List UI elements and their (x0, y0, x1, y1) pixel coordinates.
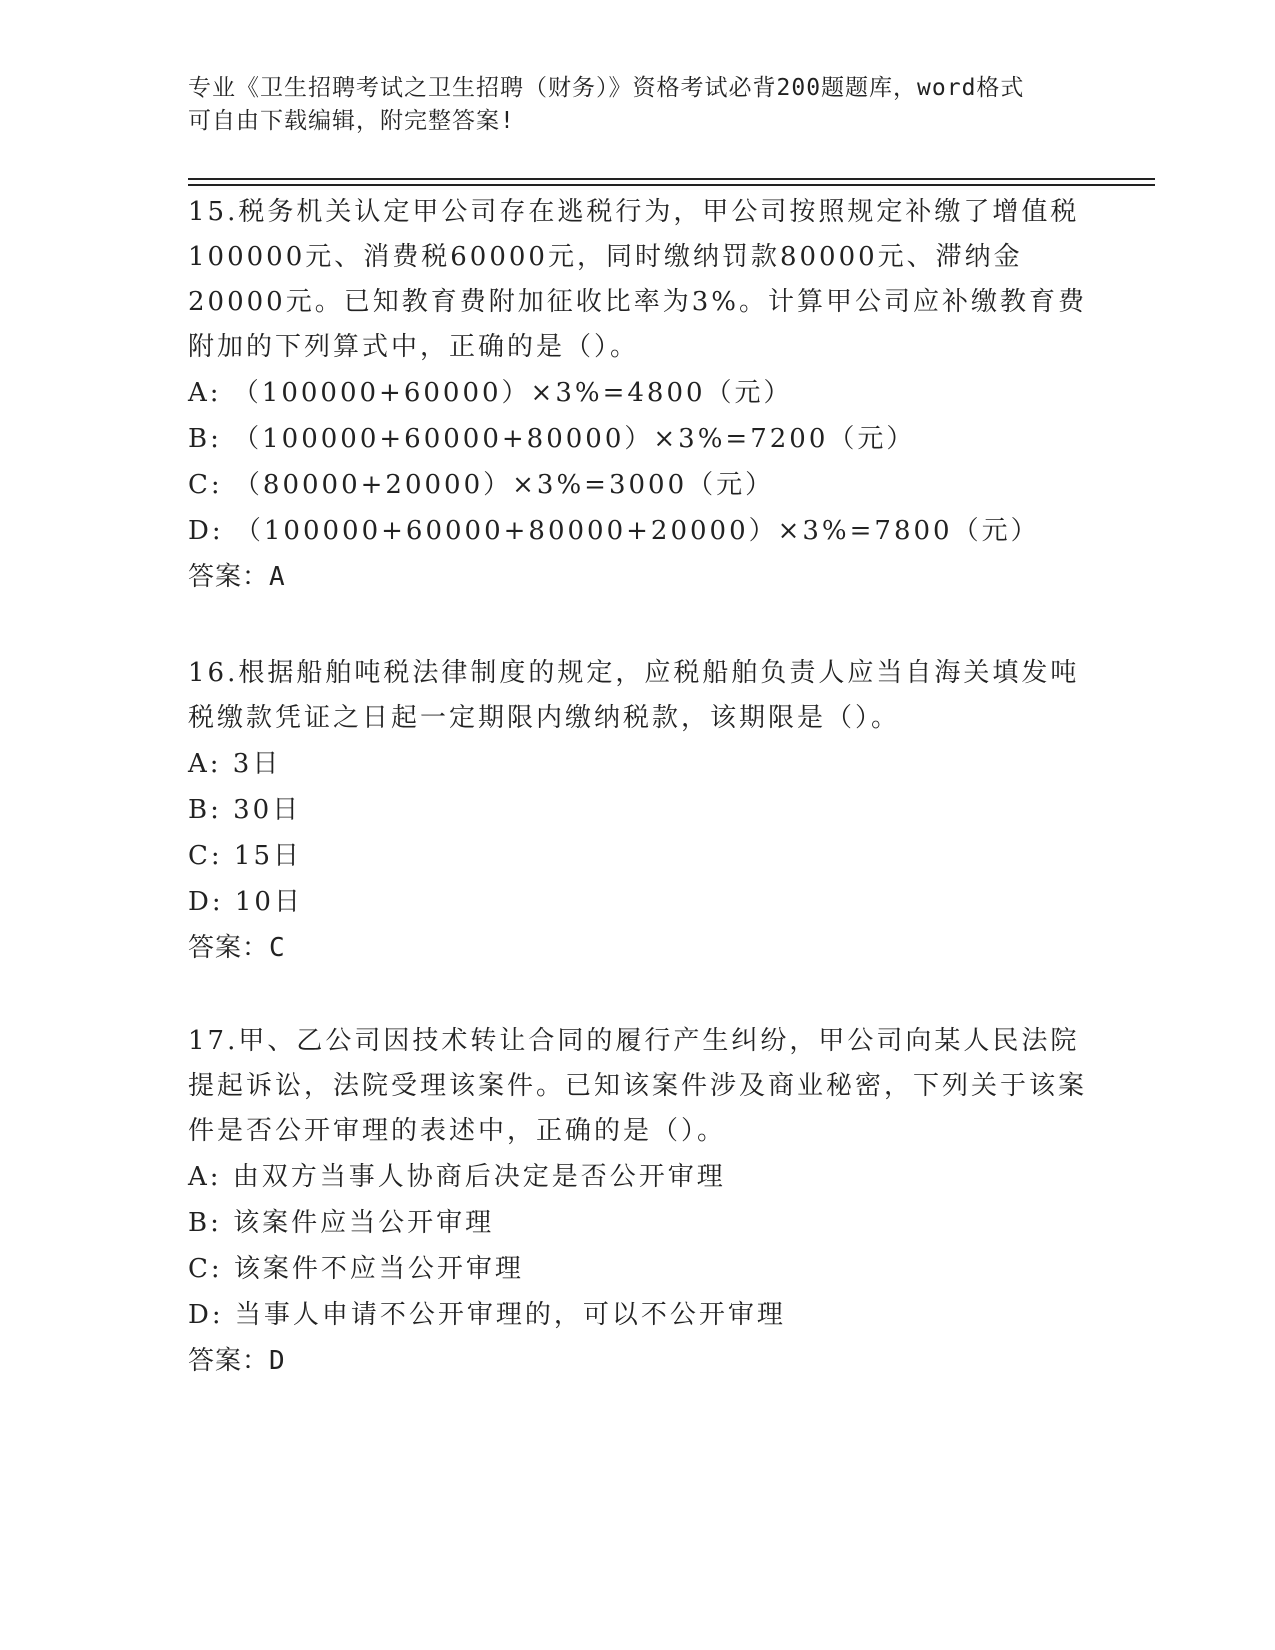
answer-label: 答案：A (188, 562, 286, 592)
option-b: B: （100000+60000+80000）×3%=7200（元） (188, 424, 916, 454)
option-a: A: （100000+60000）×3%=4800（元） (188, 378, 793, 408)
option-c: C: （80000+20000）×3%=3000（元） (188, 470, 775, 500)
question-stem: 17.甲、乙公司因技术转让合同的履行产生纠纷，甲公司向某人民法院提起诉讼，法院受理该案件。已知该案件涉及商业秘密，下列关于该案件是否公开审理的表述中，正确的是（）。 (188, 1026, 1088, 1146)
option-d: D: 10日 (188, 887, 303, 917)
option-b: B: 该案件应当公开审理 (188, 1208, 495, 1238)
document-header (188, 72, 1068, 138)
header-divider-bottom (188, 184, 1155, 186)
option-a: A: 3日 (188, 749, 282, 779)
option-d: D: 当事人申请不公开审理的，可以不公开审理 (188, 1300, 786, 1330)
header-divider-top (188, 178, 1155, 180)
question-15 (188, 190, 1088, 600)
header-line-1: 专业《卫生招聘考试之卫生招聘（财务）》资格考试必背200题题库，word格式 (188, 75, 1025, 101)
answer-label: 答案：D (188, 1346, 286, 1376)
header-line-2: 可自由下载编辑，附完整答案! (188, 108, 515, 134)
question-stem: 16.根据船舶吨税法律制度的规定，应税船舶负责人应当自海关填发吨税缴款凭证之日起一定期限内缴纳税款，该期限是（）。 (188, 658, 1080, 733)
question-stem: 15.税务机关认定甲公司存在逃税行为，甲公司按照规定补缴了增值税100000元、消费税60000元，同时缴纳罚款80000元、滞纳金20000元。已知教育费附加征收比率为3%。计算甲公司应补缴教育费附加的下列算式中，正确的是（）。 (188, 197, 1087, 362)
option-a: A: 由双方当事人协商后决定是否公开审理 (188, 1162, 726, 1192)
answer-label: 答案：C (188, 933, 286, 963)
option-c: C: 该案件不应当公开审理 (188, 1254, 524, 1284)
option-d: D: （100000+60000+80000+20000）×3%=7800（元） (188, 516, 1040, 546)
option-b: B: 30日 (188, 795, 302, 825)
question-16 (188, 651, 1088, 971)
option-c: C: 15日 (188, 841, 303, 871)
question-17 (188, 1019, 1088, 1384)
